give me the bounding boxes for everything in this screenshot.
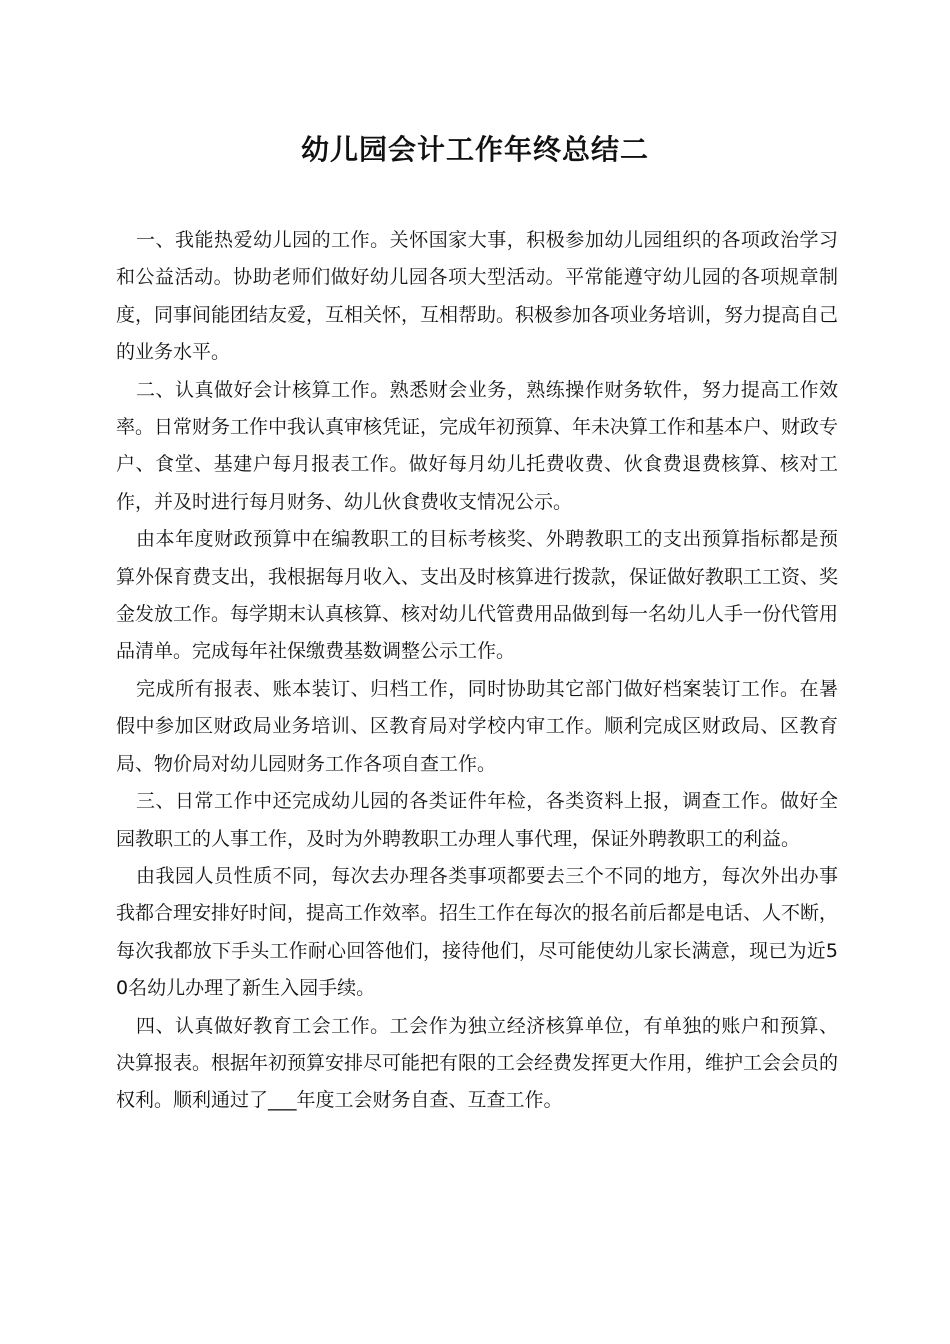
paragraph-5: 三、日常工作中还完成幼儿园的各类证件年检，各类资料上报，调查工作。做好全园教职工的人事工作，及时为外聘教职工办理人事代理，保证外聘教职工的利益。 [116,790,838,850]
paragraph-3: 由本年度财政预算中在编教职工的目标考核奖、外聘教职工的支出预算指标都是预算外保育费支出，我根据每月收入、支出及时核算进行拨款，保证做好教职工工资、奖金发放工作。每学期末认真核算、核对幼儿代管费用品做到每一名幼儿人手一份代管用品清单。完成每年社保缴费基数调整公示工作。 [116,528,839,663]
document-body [116,222,838,1120]
paragraph-1: 一、我能热爱幼儿园的工作。关怀国家大事，积极参加幼儿园组织的各项政治学习和公益活动。协助老师们做好幼儿园各项大型活动。平常能遵守幼儿园的各项规章制度，同事间能团结友爱，互相关怀，互相帮助。积极参加各项业务培训，努力提高自己的业务水平。 [116,229,839,364]
paragraph-4: 完成所有报表、账本装订、归档工作，同时协助其它部门做好档案装订工作。在暑假中参加区财政局业务培训、区教育局对学校内审工作。顺利完成区财政局、区教育局、物价局对幼儿园财务工作各项自查工作。 [116,677,838,775]
paragraph-7: 四、认真做好教育工会工作。工会作为独立经济核算单位，有单独的账户和预算、决算报表。根据年初预算安排尽可能把有限的工会经费发挥更大作用，维护工会会员的权利。顺利通过了___年度工会财务自查、互查工作。 [116,1014,839,1112]
document-title: 幼儿园会计工作年终总结二 [300,133,649,166]
paragraph-2: 二、认真做好会计核算工作。熟悉财会业务，熟练操作财务软件，努力提高工作效率。日常财务工作中我认真审核凭证，完成年初预算、年未决算工作和基本户、财政专户、食堂、基建户每月报表工作。做好每月幼儿托费收费、伙食费退费核算、核对工作，并及时进行每月财务、幼儿伙食费收支情况公示。 [116,378,839,513]
paragraph-6: 由我园人员性质不同，每次去办理各类事项都要去三个不同的地方，每次外出办事我都合理安排好时间，提高工作效率。招生工作在每次的报名前后都是电话、人不断，每次我都放下手头工作耐心回答他们，接待他们，尽可能使幼儿家长满意，现已为近50名幼儿办理了新生入园手续。 [116,864,839,1000]
